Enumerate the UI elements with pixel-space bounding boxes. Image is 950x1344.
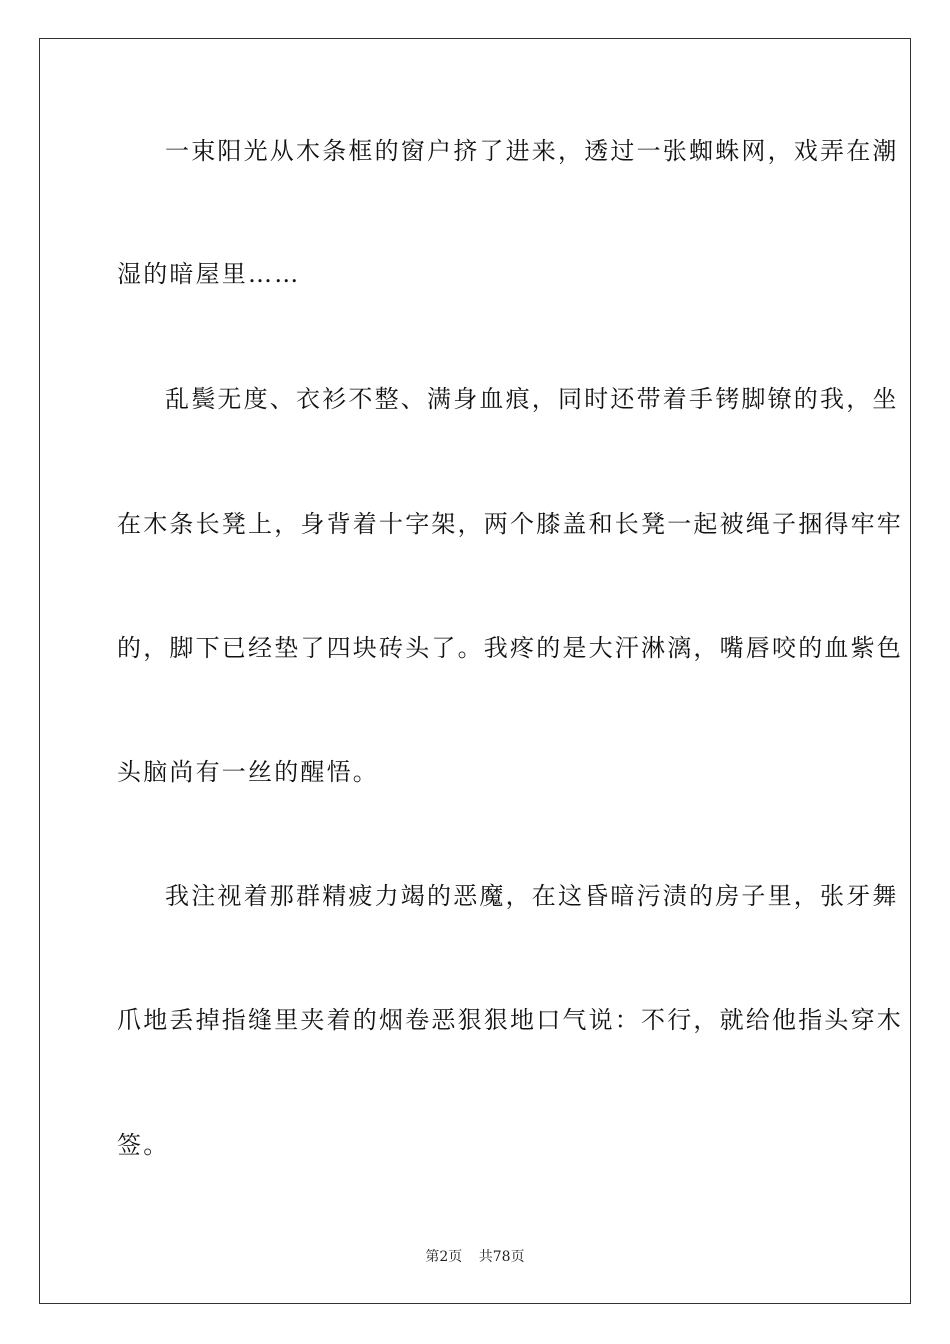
page-number-total: 共78页 [478, 1249, 525, 1265]
paragraph-3-line-1: 我注视着那群精疲力竭的恶魔，在这昏暗污渍的房子里，张牙舞 [165, 882, 899, 910]
page-footer [0, 1248, 950, 1266]
paragraph-1-line-1: 一束阳光从木条框的窗户挤了进来，透过一张蜘蛛网，戏弄在潮 [165, 137, 899, 165]
paragraph-3-line-3: 签。 [117, 1131, 170, 1159]
page-number-current: 第2页 [425, 1249, 463, 1265]
paragraph-2-line-2: 在木条长凳上，身背着十字架，两个膝盖和长凳一起被绳子捆得牢牢 [117, 510, 903, 538]
paragraph-2-line-4: 头脑尚有一丝的醒悟。 [117, 758, 379, 786]
paragraph-3-line-2: 爪地丢掉指缝里夹着的烟卷恶狠狠地口气说：不行，就给他指头穿木 [117, 1006, 903, 1034]
paragraph-2-line-1: 乱鬓无度、衣衫不整、满身血痕，同时还带着手铐脚镣的我，坐 [165, 385, 899, 413]
paragraph-2-line-3: 的，脚下已经垫了四块砖头了。我疼的是大汗淋漓，嘴唇咬的血紫色 [117, 634, 903, 662]
paragraph-1-line-2: 湿的暗屋里…… [117, 260, 301, 288]
page-border [39, 38, 911, 1304]
